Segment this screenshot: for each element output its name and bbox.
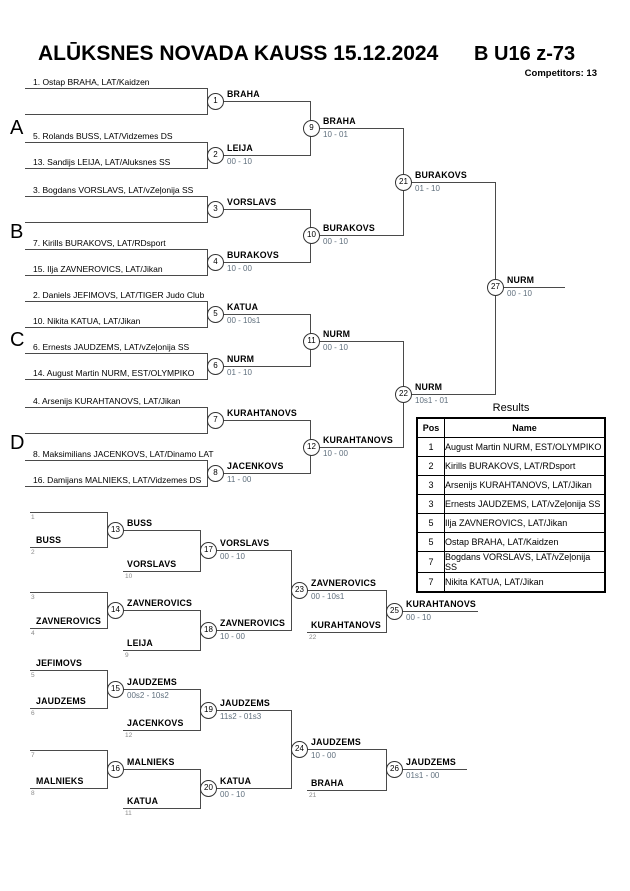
results-row <box>417 573 605 593</box>
results-table <box>416 417 606 593</box>
winner-label: KATUA <box>227 302 259 312</box>
match-number-circle: 22 <box>395 386 412 403</box>
score-label: 00s2 - 10s2 <box>127 691 169 700</box>
winner-label: BURAKOVS <box>227 250 279 260</box>
bracket-line <box>25 168 207 169</box>
result-name: Nikita KATUA, LAT/Jikan <box>445 573 606 593</box>
winner-label: KURAHTANOVS <box>227 408 297 418</box>
match-number-circle: 17 <box>200 542 217 559</box>
bracket-line <box>25 433 207 434</box>
results-row <box>417 457 605 476</box>
bracket-line <box>25 486 207 487</box>
seed-label: 3. Bogdans VORSLAVS, LAT/vZeļonija SS <box>33 185 194 195</box>
seed-label: 14. August Martin NURM, EST/OLYMPIKO <box>33 368 195 378</box>
bracket-line <box>30 708 107 709</box>
section-label-d: D <box>10 432 25 454</box>
bracket-line <box>123 650 200 651</box>
winner-label: VORSLAVS <box>127 559 177 569</box>
result-pos: 1 <box>417 438 445 457</box>
bracket-line <box>25 301 207 302</box>
bracket-line <box>307 790 386 791</box>
bracket-line <box>30 670 107 671</box>
winner-label: MALNIEKS <box>127 757 175 767</box>
result-pos: 7 <box>417 552 445 573</box>
loser-number: 7 <box>31 752 35 759</box>
bracket-line <box>223 209 310 210</box>
score-label: 10 - 01 <box>323 130 348 139</box>
winner-label: KATUA <box>220 776 252 786</box>
loser-number: 5 <box>31 672 35 679</box>
winner-label: BUSS <box>127 518 153 528</box>
bracket-line <box>30 592 107 593</box>
match-number-circle: 26 <box>386 761 403 778</box>
bracket-line <box>25 88 207 89</box>
result-pos: 5 <box>417 533 445 552</box>
results-col-name: Name <box>445 418 606 438</box>
match-number-circle: 16 <box>107 761 124 778</box>
score-label: 00 - 10 <box>323 343 348 352</box>
match-number-circle: 21 <box>395 174 412 191</box>
section-label-c: C <box>10 329 25 351</box>
results-header-row <box>417 418 605 438</box>
winner-label: NURM <box>323 329 351 339</box>
winner-label: JAUDZEMS <box>127 677 177 687</box>
match-number-circle: 4 <box>207 254 224 271</box>
winner-label: JAUDZEMS <box>406 757 456 767</box>
results-row <box>417 533 605 552</box>
winner-label: KATUA <box>127 796 159 806</box>
bracket-line <box>123 730 200 731</box>
score-label: 01s1 - 00 <box>406 771 440 780</box>
match-number-circle: 3 <box>207 201 224 218</box>
match-number-circle: 25 <box>386 603 403 620</box>
match-number-circle: 5 <box>207 306 224 323</box>
score-label: 00 - 10 <box>323 237 348 246</box>
bracket-line <box>30 512 107 513</box>
match-number-circle: 15 <box>107 681 124 698</box>
winner-label: MALNIEKS <box>36 776 84 786</box>
bracket-line <box>223 101 310 102</box>
bracket-line <box>123 610 200 611</box>
score-label: 00 - 10 <box>406 613 431 622</box>
score-label: 00 - 10 <box>227 157 252 166</box>
match-number-circle: 10 <box>303 227 320 244</box>
bracket-line <box>30 750 107 751</box>
winner-label: KURAHTANOVS <box>406 599 476 609</box>
bracket-line <box>25 196 207 197</box>
winner-label: LEIJA <box>227 143 253 153</box>
bracket-line <box>25 142 207 143</box>
score-label: 00 - 10 <box>220 552 245 561</box>
seed-label: 4. Arsenijs KURAHTANOVS, LAT/Jikan <box>33 396 181 406</box>
match-number-circle: 7 <box>207 412 224 429</box>
results-col-pos: Pos <box>417 418 445 438</box>
score-label: 00 - 10s1 <box>227 316 261 325</box>
bracket-line <box>25 353 207 354</box>
bracket-line <box>25 222 207 223</box>
seed-label: 8. Maksimilians JACENKOVS, LAT/Dinamo LAT <box>33 449 214 459</box>
page-title: ALŪKSNES NOVADA KAUSS 15.12.2024 <box>38 42 439 65</box>
seed-label: 5. Rolands BUSS, LAT/Vidzemes DS <box>33 131 173 141</box>
bracket-line <box>123 808 200 809</box>
match-number-circle: 19 <box>200 702 217 719</box>
winner-label: ZAVNEROVICS <box>36 616 102 626</box>
loser-number: 1 <box>31 514 35 521</box>
winner-label: JACENKOVS <box>127 718 184 728</box>
match-number-circle: 9 <box>303 120 320 137</box>
winner-label: JAUDZEMS <box>311 737 361 747</box>
match-number-circle: 20 <box>200 780 217 797</box>
match-number-circle: 23 <box>291 582 308 599</box>
bracket-line <box>307 632 386 633</box>
match-number-circle: 13 <box>107 522 124 539</box>
bracket-line <box>123 571 200 572</box>
winner-label: JEFIMOVS <box>36 658 83 668</box>
score-label: 10 - 00 <box>311 751 336 760</box>
score-label: 10 - 00 <box>323 449 348 458</box>
result-name: Kirills BURAKOVS, LAT/RDsport <box>445 457 606 476</box>
result-pos: 2 <box>417 457 445 476</box>
result-name: August Martin NURM, EST/OLYMPIKO <box>445 438 606 457</box>
winner-label: NURM <box>415 382 443 392</box>
winner-label: BRAHA <box>323 116 356 126</box>
score-label: 01 - 10 <box>415 184 440 193</box>
score-label: 00 - 10s1 <box>311 592 345 601</box>
bracket-line <box>25 275 207 276</box>
score-label: 01 - 10 <box>227 368 252 377</box>
loser-number: 11 <box>125 810 132 817</box>
match-number-circle: 2 <box>207 147 224 164</box>
result-name: Ilja ZAVNEROVICS, LAT/Jikan <box>445 514 606 533</box>
result-pos: 5 <box>417 514 445 533</box>
bracket-line <box>30 788 107 789</box>
seed-label: 6. Ernests JAUDZEMS, LAT/vZeļonija SS <box>33 342 190 352</box>
loser-number: 10 <box>125 573 133 580</box>
match-number-circle: 11 <box>303 333 320 350</box>
result-name: Ernests JAUDZEMS, LAT/vZeļonija SS <box>445 495 606 514</box>
loser-number: 12 <box>125 732 133 739</box>
results-row <box>417 514 605 533</box>
winner-label: BRAHA <box>311 778 344 788</box>
winner-label: KURAHTANOVS <box>323 435 393 445</box>
loser-number: 22 <box>309 634 317 641</box>
category-title: B U16 z-73 <box>474 43 576 65</box>
results-row <box>417 476 605 495</box>
seed-label: 15. Ilja ZAVNEROVICS, LAT/Jikan <box>33 264 163 274</box>
section-label-b: B <box>10 221 24 243</box>
score-label: 11 - 00 <box>227 475 252 484</box>
winner-label: NURM <box>507 275 535 285</box>
loser-number: 2 <box>31 549 35 556</box>
winner-label: JAUDZEMS <box>36 696 86 706</box>
score-label: 10 - 00 <box>227 264 252 273</box>
match-number-circle: 1 <box>207 93 224 110</box>
bracket-line <box>25 407 207 408</box>
bracket-line <box>25 114 207 115</box>
score-label: 11s2 - 01s3 <box>220 712 262 721</box>
results-row <box>417 552 605 573</box>
winner-label: ZAVNEROVICS <box>220 618 286 628</box>
seed-label: 2. Daniels JEFIMOVS, LAT/TIGER Judo Club <box>33 290 205 300</box>
score-label: 10 - 00 <box>220 632 245 641</box>
loser-number: 3 <box>31 594 35 601</box>
seed-label: 7. Kirills BURAKOVS, LAT/RDsport <box>33 238 166 248</box>
bracket-line <box>30 547 107 548</box>
result-name: Ostap BRAHA, LAT/Kaidzen <box>445 533 606 552</box>
bracket-line <box>25 327 207 328</box>
loser-number: 21 <box>309 792 317 799</box>
section-label-a: A <box>10 117 24 139</box>
loser-number: 8 <box>31 790 35 797</box>
seed-label: 10. Nikita KATUA, LAT/Jikan <box>33 316 141 326</box>
loser-number: 6 <box>31 710 35 717</box>
score-label: 00 - 10 <box>507 289 532 298</box>
match-number-circle: 14 <box>107 602 124 619</box>
bracket-line <box>223 420 310 421</box>
match-number-circle: 8 <box>207 465 224 482</box>
winner-label: LEIJA <box>127 638 153 648</box>
result-pos: 3 <box>417 495 445 514</box>
winner-label: VORSLAVS <box>220 538 270 548</box>
result-name: Bogdans VORSLAVS, LAT/vZeļonija SS <box>445 552 606 573</box>
winner-label: JACENKOVS <box>227 461 284 471</box>
result-pos: 3 <box>417 476 445 495</box>
seed-label: 13. Sandijs LEIJA, LAT/Aluksnes SS <box>33 157 171 167</box>
competitors-count: Competitors: 13 <box>524 68 597 79</box>
loser-number: 4 <box>31 630 35 637</box>
winner-label: ZAVNEROVICS <box>127 598 193 608</box>
bracket-line <box>25 460 207 461</box>
winner-label: BURAKOVS <box>323 223 375 233</box>
match-number-circle: 27 <box>487 279 504 296</box>
winner-label: BUSS <box>36 535 62 545</box>
winner-label: BRAHA <box>227 89 260 99</box>
loser-number: 9 <box>125 652 129 659</box>
results-title: Results <box>492 402 530 414</box>
match-number-circle: 18 <box>200 622 217 639</box>
bracket-line <box>123 530 200 531</box>
results-row <box>417 438 605 457</box>
winner-label: VORSLAVS <box>227 197 277 207</box>
match-number-circle: 24 <box>291 741 308 758</box>
score-label: 10s1 - 01 <box>415 396 449 405</box>
bracket-line <box>25 249 207 250</box>
results-row <box>417 495 605 514</box>
winner-label: NURM <box>227 354 255 364</box>
match-number-circle: 12 <box>303 439 320 456</box>
winner-label: JAUDZEMS <box>220 698 270 708</box>
seed-label: 1. Ostap BRAHA, LAT/Kaidzen <box>33 77 150 87</box>
match-number-circle: 6 <box>207 358 224 375</box>
winner-label: KURAHTANOVS <box>311 620 381 630</box>
bracket-line <box>123 769 200 770</box>
result-name: Arsenijs KURAHTANOVS, LAT/Jikan <box>445 476 606 495</box>
winner-label: BURAKOVS <box>415 170 467 180</box>
bracket-line <box>25 379 207 380</box>
winner-label: ZAVNEROVICS <box>311 578 377 588</box>
score-label: 00 - 10 <box>220 790 245 799</box>
result-pos: 7 <box>417 573 445 593</box>
bracket-line <box>30 628 107 629</box>
seed-label: 16. Damijans MALNIEKS, LAT/Vidzemes DS <box>33 475 202 485</box>
